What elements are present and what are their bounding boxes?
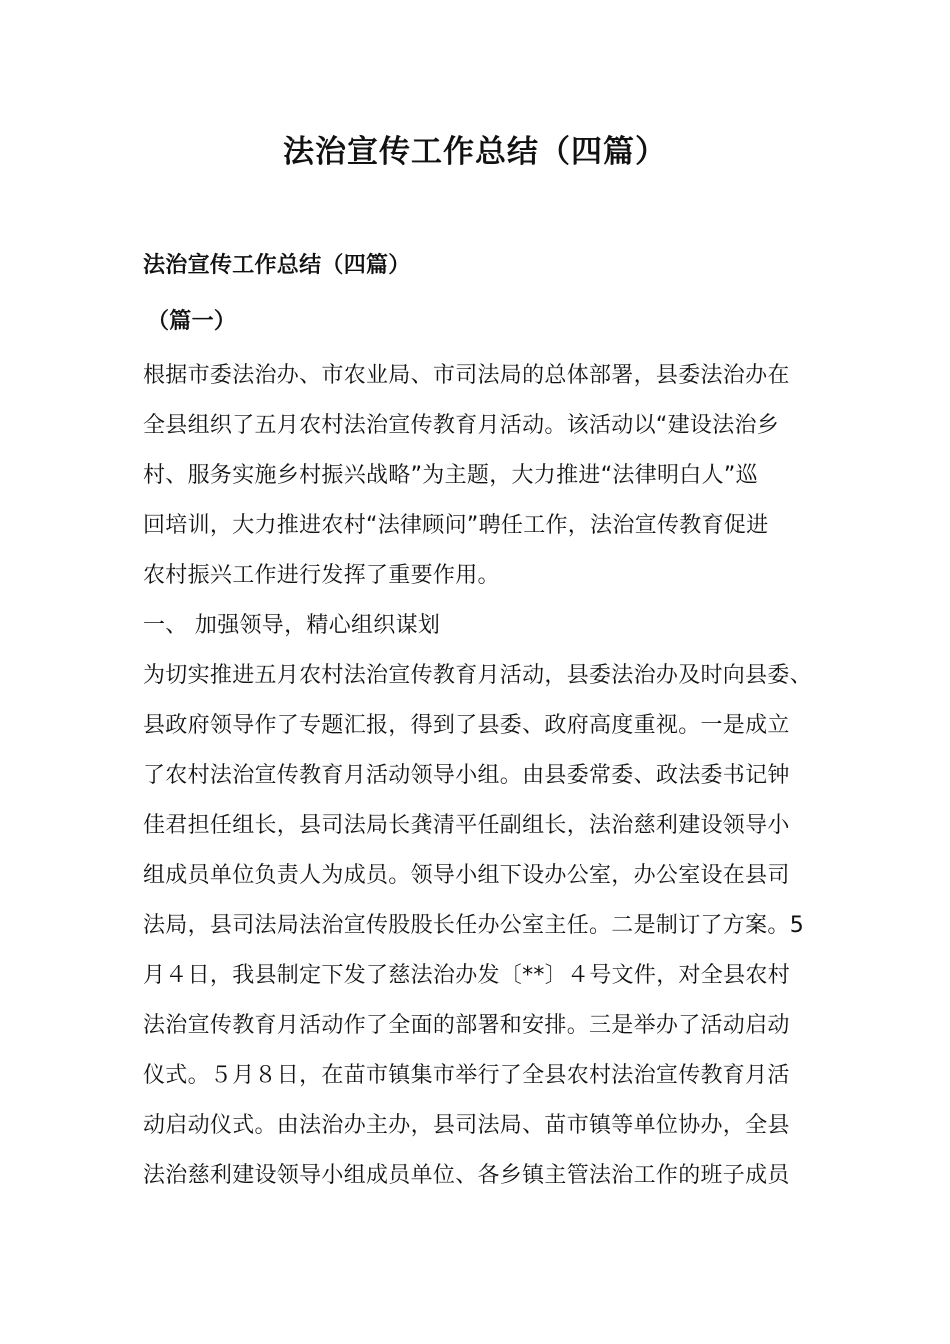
- paragraph-line: 法局，县司法局法治宣传股股长任办公室主任。二是制订了方案。5: [143, 913, 804, 938]
- paragraph-line: 全县组织了五月农村法治宣传教育月活动。该活动以“建设法治乡: [143, 413, 780, 438]
- paragraph-line: 县政府领导作了专题汇报，得到了县委、政府高度重视。一是成立: [143, 713, 790, 738]
- paragraph-2: [143, 651, 813, 1201]
- paragraph-line: 佳君担任组长，县司法局长龚清平任副组长，法治慈利建设领导小: [143, 813, 790, 838]
- paragraph-1: [143, 351, 808, 601]
- section-heading: 一、 加强领导，精心组织谋划: [143, 613, 441, 638]
- document-subtitle: 法治宣传工作总结（四篇）: [143, 253, 411, 278]
- paragraph-line: 为切实推进五月农村法治宣传教育月活动，县委法治办及时向县委、: [143, 663, 813, 688]
- paragraph-line: 村、服务实施乡村振兴战略”为主题，大力推进“法律明白人”巡: [143, 463, 758, 488]
- paragraph-line: 法治宣传教育月活动作了全面的部署和安排。三是举办了活动启动: [143, 1013, 790, 1038]
- part-label: （篇一）: [147, 309, 237, 334]
- paragraph-line: 组成员单位负责人为成员。领导小组下设办公室，办公室设在县司: [143, 863, 790, 888]
- paragraph-line: 根据市委法治办、市农业局、市司法局的总体部署，县委法治办在: [143, 363, 790, 388]
- paragraph-line: 了农村法治宣传教育月活动领导小组。由县委常委、政法委书记钟: [143, 763, 790, 788]
- paragraph-line: 动启动仪式。由法治办主办，县司法局、苗市镇等单位协办，全县: [143, 1113, 790, 1138]
- paragraph-line: 农村振兴工作进行发挥了重要作用。: [143, 563, 500, 588]
- document-title: 法治宣传工作总结（四篇）: [283, 134, 667, 170]
- paragraph-line: 回培训，大力推进农村“法律顾问”聘任工作，法治宣传教育促进: [143, 513, 769, 538]
- document-body: [143, 241, 813, 1201]
- paragraph-line: 月４日，我县制定下发了慈法治办发〔**〕４号文件，对全县农村: [143, 963, 791, 988]
- paragraph-line: 法治慈利建设领导小组成员单位、各乡镇主管法治工作的班子成员: [143, 1163, 790, 1188]
- paragraph-line: 仪式。５月８日，在苗市镇集市举行了全县农村法治宣传教育月活: [143, 1063, 790, 1088]
